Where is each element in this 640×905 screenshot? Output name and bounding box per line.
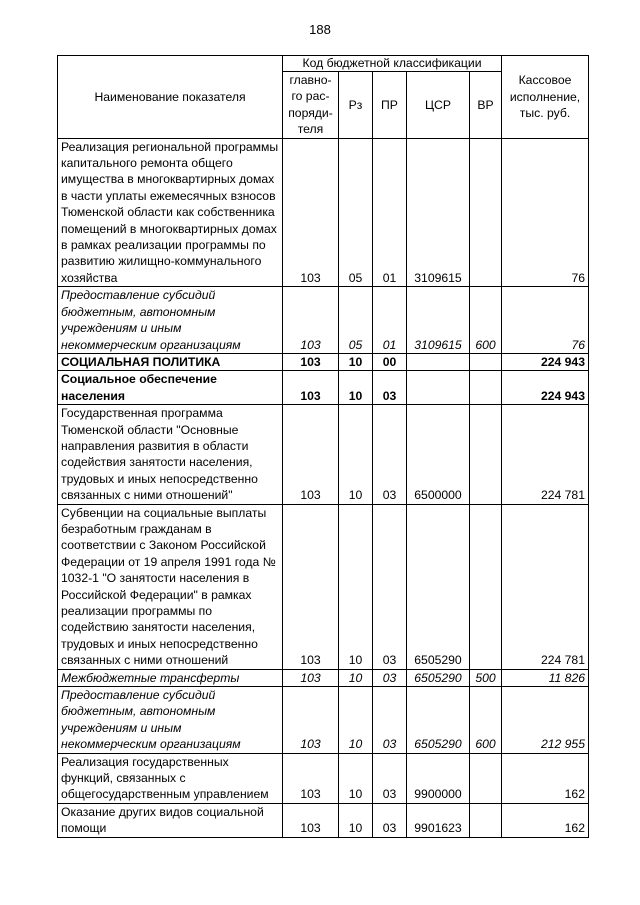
cell-name: Социальное обеспечение населения	[58, 371, 283, 405]
cell-pr: 03	[373, 669, 407, 686]
budget-table	[57, 55, 589, 838]
cell-vr: 500	[470, 669, 502, 686]
cell-manager: 103	[283, 287, 339, 354]
header-pr: ПР	[373, 72, 407, 139]
header-csr: ЦСР	[407, 72, 470, 139]
cell-pr: 03	[373, 371, 407, 405]
cell-manager: 103	[283, 504, 339, 669]
cell-vr: 600	[470, 687, 502, 754]
table-row	[58, 753, 589, 803]
cell-csr: 6505290	[407, 669, 470, 686]
cell-amount: 224 781	[502, 504, 589, 669]
cell-name: Оказание других видов социальной помощи	[58, 803, 283, 837]
cell-vr	[470, 504, 502, 669]
cell-vr	[470, 405, 502, 504]
cell-rz: 10	[339, 353, 373, 370]
cell-manager: 103	[283, 687, 339, 754]
cell-csr: 6500000	[407, 405, 470, 504]
table-row	[58, 371, 589, 405]
header-manager: главно-го рас-поряди-теля	[283, 72, 339, 139]
cell-csr: 9900000	[407, 753, 470, 803]
cell-csr: 6505290	[407, 504, 470, 669]
cell-vr	[470, 138, 502, 287]
cell-amount: 212 955	[502, 687, 589, 754]
cell-csr: 9901623	[407, 803, 470, 837]
cell-pr: 03	[373, 405, 407, 504]
table-row	[58, 138, 589, 287]
cell-name: Субвенции на социальные выплаты безработным гражданам в соответствии с Законом Российской Федерации от 19 апреля 1991 года № 1032-1 "О занятости населения в Российской Федерации" в рамках реализации программы по содействию занятости населения, трудовых и иных непосредственно связанных с ними отношений	[58, 504, 283, 669]
cell-rz: 10	[339, 669, 373, 686]
cell-vr	[470, 753, 502, 803]
table-body	[58, 138, 589, 837]
cell-name: СОЦИАЛЬНАЯ ПОЛИТИКА	[58, 353, 283, 370]
cell-manager: 103	[283, 405, 339, 504]
table-row	[58, 803, 589, 837]
cell-pr: 01	[373, 287, 407, 354]
table-row	[58, 669, 589, 686]
cell-amount: 11 826	[502, 669, 589, 686]
cell-amount: 162	[502, 803, 589, 837]
cell-vr	[470, 803, 502, 837]
table-row	[58, 287, 589, 354]
cell-name: Реализация государственных функций, связанных с общегосударственным управлением	[58, 753, 283, 803]
cell-rz: 10	[339, 504, 373, 669]
header-rz: Рз	[339, 72, 373, 139]
cell-rz: 10	[339, 405, 373, 504]
header-amount: Кассовое исполнение, тыс. руб.	[502, 56, 589, 139]
table-row	[58, 353, 589, 370]
cell-rz: 10	[339, 687, 373, 754]
cell-rz: 05	[339, 287, 373, 354]
cell-vr	[470, 371, 502, 405]
cell-amount: 224 943	[502, 353, 589, 370]
cell-csr: 6505290	[407, 687, 470, 754]
cell-pr: 03	[373, 753, 407, 803]
cell-manager: 103	[283, 138, 339, 287]
cell-name: Государственная программа Тюменской области "Основные направления развития в области содействия занятости населения, трудовых и иных непосредственно связанных с ними отношений"	[58, 405, 283, 504]
cell-manager: 103	[283, 371, 339, 405]
header-vr: ВР	[470, 72, 502, 139]
header-name: Наименование показателя	[58, 56, 283, 139]
cell-csr	[407, 353, 470, 370]
cell-rz: 10	[339, 803, 373, 837]
cell-name: Предоставление субсидий бюджетным, автономным учреждениям и иным некоммерческим организациям	[58, 687, 283, 754]
cell-amount: 224 943	[502, 371, 589, 405]
cell-name: Реализация региональной программы капитального ремонта общего имущества в многоквартирных домах в части уплаты ежемесячных взносов Тюменской области как собственника помещений в многоквартирных домах в рамках реализации программы по развитию жилищно-коммунального хозяйства	[58, 138, 283, 287]
cell-pr: 03	[373, 504, 407, 669]
cell-amount: 76	[502, 138, 589, 287]
cell-csr: 3109615	[407, 138, 470, 287]
cell-rz: 05	[339, 138, 373, 287]
cell-rz: 10	[339, 753, 373, 803]
cell-manager: 103	[283, 669, 339, 686]
cell-name: Предоставление субсидий бюджетным, автономным учреждениям и иным некоммерческим организациям	[58, 287, 283, 354]
cell-pr: 03	[373, 687, 407, 754]
cell-name: Межбюджетные трансферты	[58, 669, 283, 686]
cell-vr: 600	[470, 287, 502, 354]
cell-amount: 162	[502, 753, 589, 803]
cell-amount: 76	[502, 287, 589, 354]
cell-manager: 103	[283, 353, 339, 370]
cell-amount: 224 781	[502, 405, 589, 504]
header-code-group: Код бюджетной классификации	[283, 56, 502, 72]
cell-pr: 01	[373, 138, 407, 287]
cell-vr	[470, 353, 502, 370]
table-row	[58, 405, 589, 504]
cell-manager: 103	[283, 803, 339, 837]
cell-pr: 00	[373, 353, 407, 370]
cell-pr: 03	[373, 803, 407, 837]
table-row	[58, 504, 589, 669]
table-row	[58, 687, 589, 754]
cell-csr: 3109615	[407, 287, 470, 354]
cell-csr	[407, 371, 470, 405]
page-number: 188	[309, 22, 331, 37]
cell-rz: 10	[339, 371, 373, 405]
cell-manager: 103	[283, 753, 339, 803]
